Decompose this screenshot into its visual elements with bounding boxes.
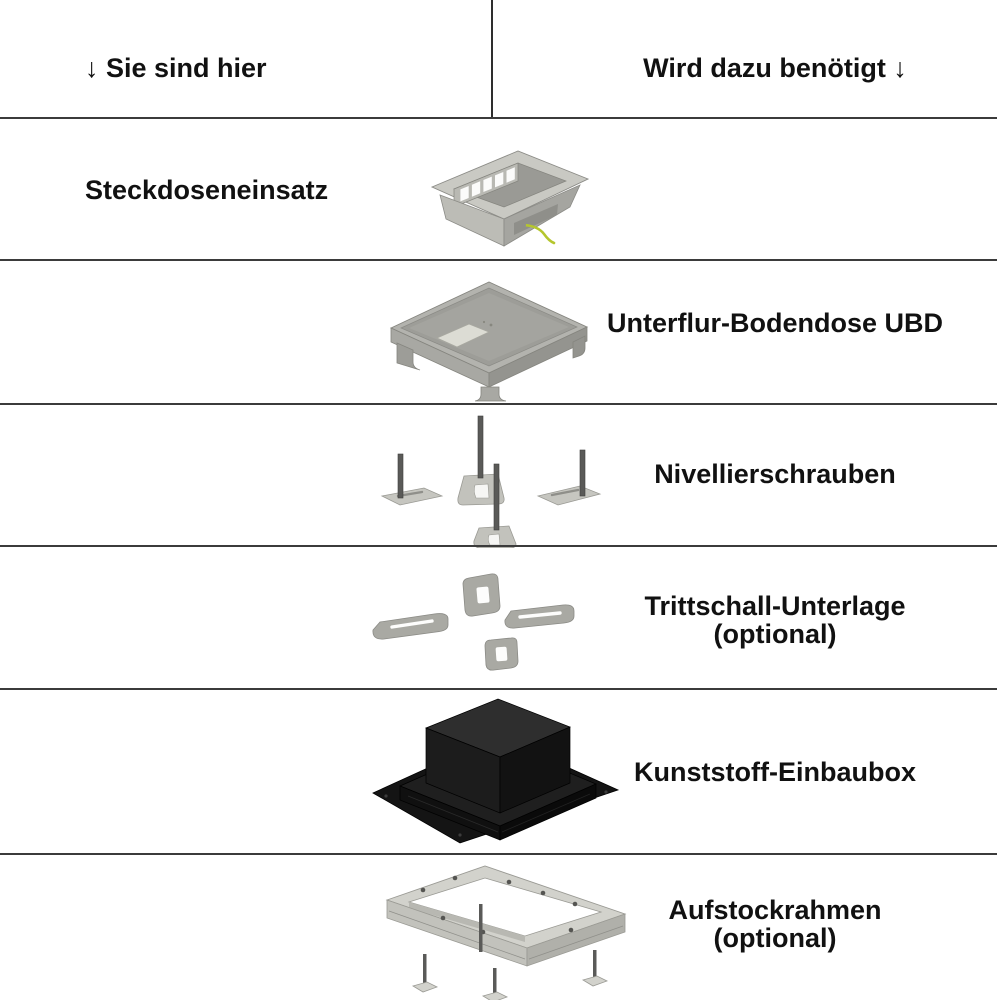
row-label-line2: (optional) xyxy=(713,923,837,953)
header-row xyxy=(0,0,997,117)
row-aufstockrahmen xyxy=(0,853,997,998)
column-divider xyxy=(491,0,493,117)
header-left-label: ↓ Sie sind hier xyxy=(85,53,267,83)
row-label-line1: Aufstockrahmen xyxy=(668,895,882,925)
row-label: Nivellierschrauben xyxy=(654,459,896,489)
row-label xyxy=(555,592,995,648)
row-label-line1: Trittschall-Unterlage xyxy=(644,591,906,621)
row-kunststoff-einbaubox xyxy=(0,688,997,853)
impact-sound-pads-image xyxy=(368,570,578,675)
row-label: Unterflur-Bodendose UBD xyxy=(607,308,943,338)
row-label xyxy=(555,896,995,952)
row-label-line2: (optional) xyxy=(713,619,837,649)
row-unterflur-bodendose xyxy=(0,259,997,403)
header-right-label: Wird dazu benötigt ↓ xyxy=(643,53,907,83)
row-label: Kunststoff-Einbaubox xyxy=(634,757,916,787)
row-trittschall-unterlage xyxy=(0,545,997,688)
row-label: Steckdoseneinsatz xyxy=(85,175,329,205)
row-steckdoseneinsatz xyxy=(0,117,997,259)
socket-insert-image xyxy=(418,143,590,248)
row-nivellierschrauben xyxy=(0,403,997,545)
